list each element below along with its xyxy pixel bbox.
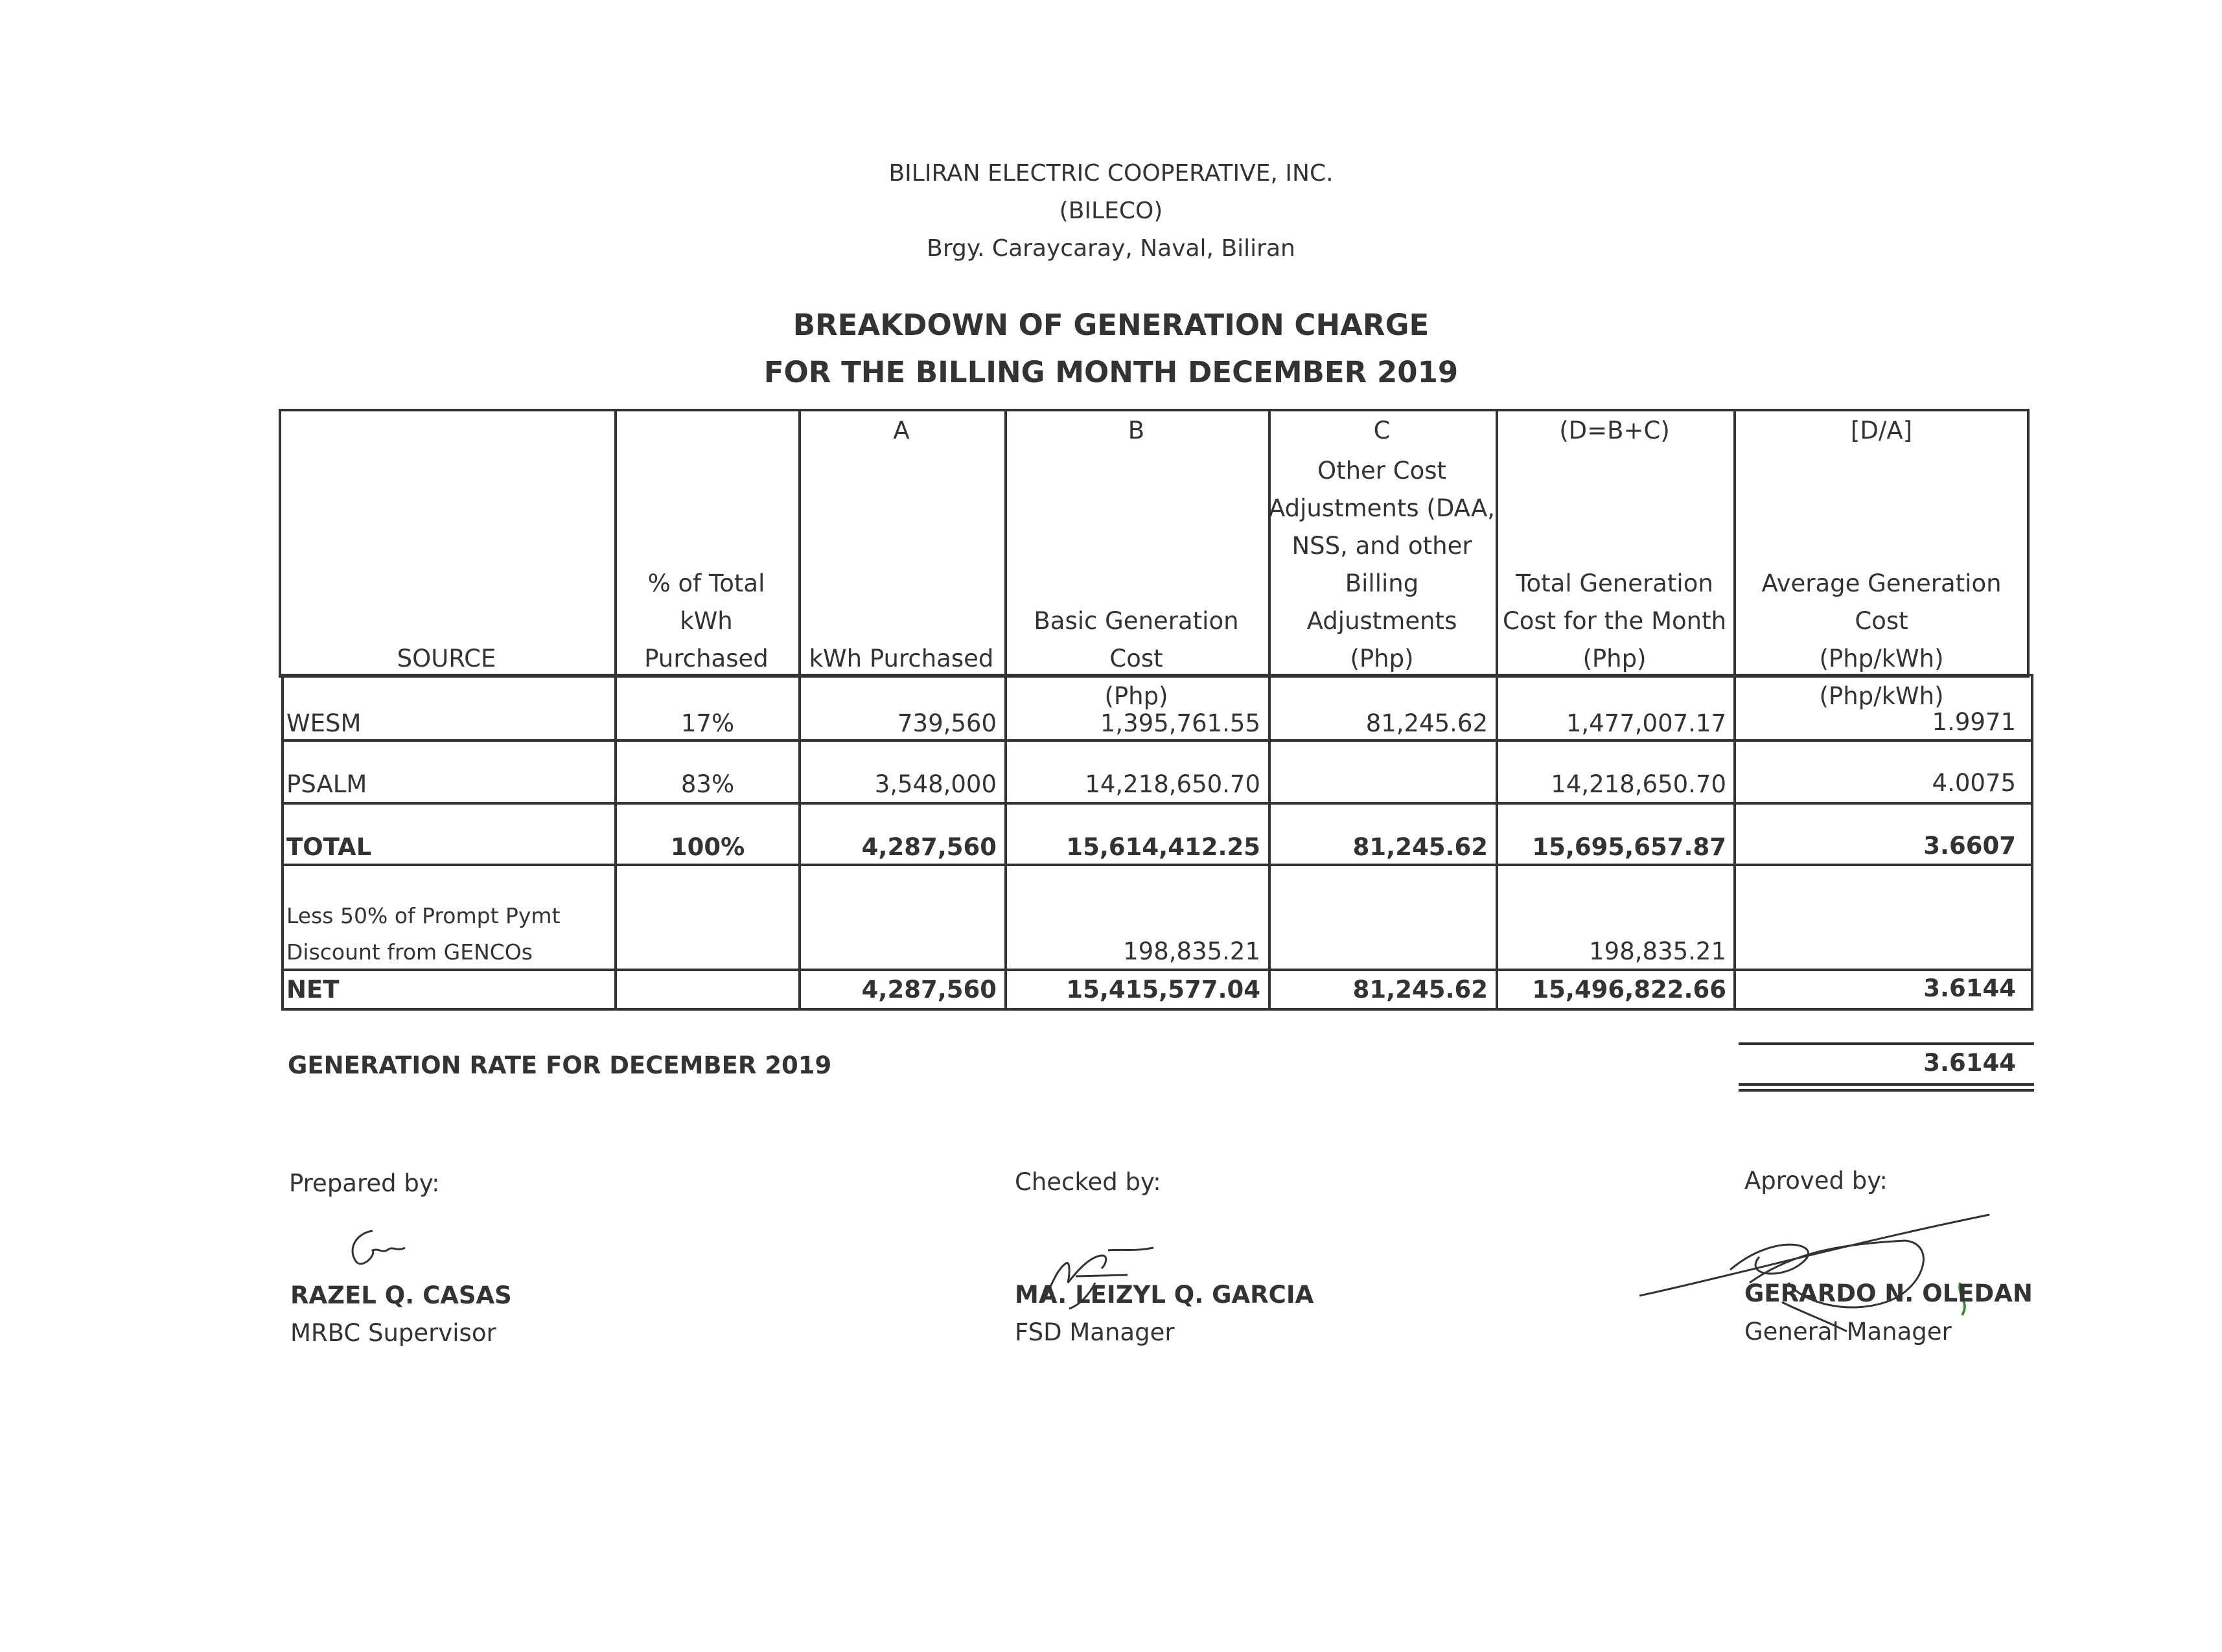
cell-source: TOTAL (286, 833, 372, 861)
column-letter-d: (D=B+C) (1559, 417, 1670, 444)
header-pct-line: Purchased (644, 645, 769, 672)
cell-kwh: 4,287,560 (861, 976, 997, 1004)
cell-total: 198,835.21 (1589, 937, 1726, 965)
cell-pct: 17% (680, 709, 735, 737)
generation-rate-label: GENERATION RATE FOR DECEMBER 2019 (288, 1051, 832, 1079)
header-total-line: (Php) (1582, 645, 1647, 672)
cell-other: 81,245.62 (1352, 976, 1488, 1004)
header-other-line: (Php) (1350, 645, 1414, 672)
cell-source: PSALM (286, 770, 367, 798)
header-other-line: NSS, and other (1291, 532, 1472, 560)
header-kwh: kWh Purchased (809, 645, 994, 672)
cell-avg: 3.6144 (1923, 974, 2016, 1002)
header-basic-line: (Php) (1104, 682, 1168, 710)
cell-basic: 1,395,761.55 (1100, 709, 1260, 737)
checked-by-position: FSD Manager (1015, 1318, 1175, 1346)
header-basic-line: Basic Generation Cost (1034, 607, 1239, 672)
header-avg-line: Average Generation Cost (1761, 569, 2002, 635)
header-pct (614, 565, 798, 678)
approved-by-position: General Manager (1744, 1318, 1952, 1346)
cell-total: 15,496,822.66 (1532, 976, 1726, 1004)
cell-less-label: Discount from GENCOs (286, 939, 533, 965)
checked-by-label: Checked by: (1015, 1168, 1161, 1196)
column-letter-c: C (1373, 417, 1391, 444)
checked-by-name: MA. LEIZYL Q. GARCIA (1015, 1281, 1314, 1309)
cell-avg: 3.6607 (1923, 832, 2016, 860)
generation-rate-value: 3.6144 (1923, 1049, 2016, 1077)
header-other-line: Billing (1345, 569, 1419, 597)
header-other-line: Other Cost (1317, 457, 1447, 485)
signature-casas (340, 1223, 424, 1275)
cell-pct: 83% (680, 770, 735, 798)
rate-double-rule (1739, 1089, 2034, 1092)
header-source: SOURCE (397, 645, 496, 672)
column-letter-a: A (893, 417, 910, 444)
header-average-cost (1733, 565, 2030, 715)
cell-kwh: 739,560 (897, 709, 997, 737)
cell-less-label: Less 50% of Prompt Pymt (286, 903, 561, 928)
header-total-cost (1496, 565, 1733, 678)
cell-total: 1,477,007.17 (1566, 709, 1726, 737)
prepared-by-label: Prepared by: (289, 1169, 440, 1197)
organization-abbr: (BILECO) (1059, 198, 1163, 224)
header-basic-cost (1004, 602, 1268, 715)
approved-by-label: Aproved by: (1744, 1167, 1888, 1195)
header-avg-line: (Php/kWh) (1819, 682, 1944, 710)
cell-other: 81,245.62 (1352, 833, 1488, 861)
cell-avg: 1.9971 (1932, 708, 2016, 736)
organization-name: BILIRAN ELECTRIC COOPERATIVE, INC. (888, 160, 1334, 187)
cell-total: 14,218,650.70 (1551, 770, 1726, 798)
column-letter-b: B (1128, 417, 1145, 444)
cell-source: NET (286, 976, 340, 1004)
header-total-line: Total Generation (1516, 569, 1713, 597)
cell-basic: 15,415,577.04 (1066, 976, 1260, 1004)
cell-basic: 198,835.21 (1123, 937, 1260, 965)
page-title: BREAKDOWN OF GENERATION CHARGE (793, 308, 1429, 342)
cell-kwh: 3,548,000 (874, 770, 997, 798)
header-other-cost (1268, 452, 1496, 678)
header-pct-line: kWh (680, 607, 733, 635)
cell-pct: 100% (670, 833, 745, 861)
header-pct-line: % of Total (647, 569, 765, 597)
prepared-by-name: RAZEL Q. CASAS (290, 1281, 512, 1309)
prepared-by-position: MRBC Supervisor (290, 1319, 496, 1347)
rate-double-rule (1739, 1083, 2034, 1086)
header-avg-line: (Php/kWh) (1819, 645, 1944, 672)
approved-by-name: GERARDO N. OLEDAN (1744, 1279, 2033, 1307)
cell-basic: 15,614,412.25 (1066, 833, 1260, 861)
header-other-line: Adjustments (DAA, (1268, 494, 1496, 522)
header-other-line: Adjustments (1306, 607, 1457, 635)
column-letter-e: [D/A] (1850, 417, 1913, 444)
cell-other: 81,245.62 (1365, 709, 1488, 737)
header-total-line: Cost for the Month (1502, 607, 1727, 635)
cell-source: WESM (286, 709, 362, 737)
cell-avg: 4.0075 (1932, 769, 2016, 797)
cell-basic: 14,218,650.70 (1085, 770, 1260, 798)
cell-kwh: 4,287,560 (861, 833, 997, 861)
organization-address: Brgy. Caraycaray, Naval, Biliran (927, 235, 1295, 262)
cell-total: 15,695,657.87 (1532, 833, 1726, 861)
page-subtitle: FOR THE BILLING MONTH DECEMBER 2019 (763, 355, 1459, 389)
